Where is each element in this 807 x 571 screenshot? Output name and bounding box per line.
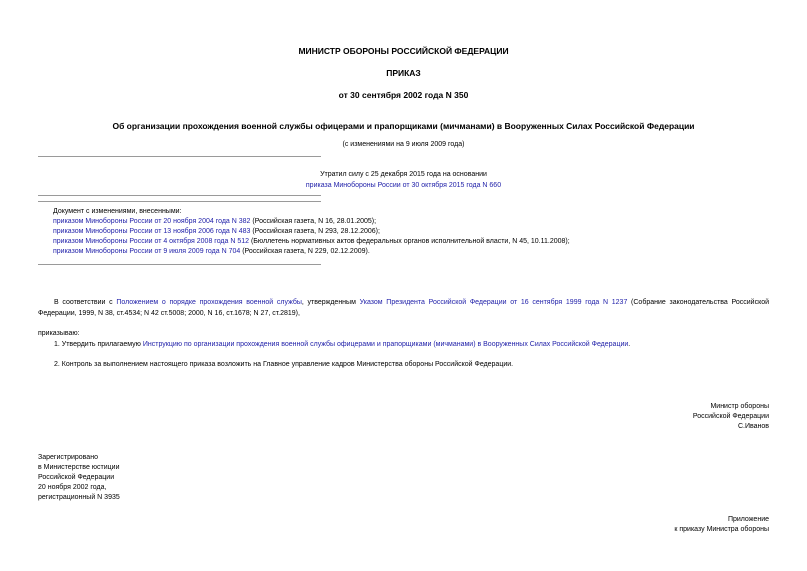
- ministry-heading: МИНИСТР ОБОРОНЫ РОССИЙСКОЙ ФЕДЕРАЦИИ: [298, 46, 509, 56]
- order-word: приказываю:: [38, 330, 80, 337]
- presidential-decree-link[interactable]: Указом Президента Российской Федерации от 16 сентября 1999 года N 1237: [359, 299, 628, 306]
- list-item: приказом Минобороны России от 20 ноября 2004 года N 382 (Российская газета, N 16, 28.01.2005);: [53, 218, 377, 225]
- item-1: 1. Утвердить прилагаемую Инструкцию по организации прохождения военной службы офицерами и прапорщиками (мичманами) в Вооруженных Силах Российской Федерации.: [54, 341, 631, 348]
- invalid-notice-link-wrap: [0, 181, 807, 191]
- doc-type: ПРИКАЗ: [386, 68, 421, 78]
- invalidating-order-link[interactable]: приказа Минобороны России от 30 октября 2015 года N 660: [305, 182, 502, 189]
- divider: [38, 264, 321, 265]
- changes-block: [53, 207, 793, 257]
- regulation-link[interactable]: Положением о порядке прохождения военной службы: [116, 299, 302, 306]
- item-2: 2. Контроль за выполнением настоящего приказа возложить на Главное управление кадров Министерства обороны Российской Федерации.: [54, 361, 514, 368]
- list-item: приказом Минобороны России от 13 ноября 2006 года N 483 (Российская газета, N 293, 28.12.2006);: [53, 228, 380, 235]
- amending-order-link[interactable]: приказом Минобороны России от 4 октября 2008 года N 512: [53, 238, 250, 245]
- list-item: приказом Минобороны России от 4 октября 2008 года N 512 (Бюллетень нормативных актов федеральных органов исполнительной власти, N 45, 10.11.2008);: [53, 238, 570, 245]
- preamble-paragraph: В соответствии с Положением о порядке прохождения военной службы, утвержденным Указом Президента Российской Федерации от 16 сентября 1999 года N 1237 (Собрание законодательства Российской Федерации, 1999, N 38, ст.4534; N 42 ст.5008; 2000, N 16, ст.1678; N 27, ст.2819),: [38, 299, 770, 317]
- divider: [38, 156, 321, 157]
- amending-order-link[interactable]: приказом Минобороны России от 20 ноября 2004 года N 382: [53, 218, 251, 225]
- invalid-notice: Утратил силу с 25 декабря 2015 года на основании: [320, 171, 487, 178]
- amending-order-link[interactable]: приказом Минобороны России от 9 июля 2009 года N 704: [53, 248, 241, 255]
- amendment-note: (с изменениями на 9 июля 2009 года): [342, 141, 465, 148]
- doc-date-number: от 30 сентября 2002 года N 350: [338, 90, 469, 100]
- divider: [38, 195, 321, 196]
- changes-heading: Документ с изменениями, внесенными:: [53, 208, 182, 215]
- appendix-block: Приложение к приказу Министра обороны: [674, 516, 769, 533]
- instruction-link[interactable]: Инструкцию по организации прохождения военной службы офицерами и прапорщиками (мичманами) в Вооруженных Силах Российской Федерации: [142, 341, 629, 348]
- doc-title: Об организации прохождения военной службы офицерами и прапорщиками (мичманами) в Вооруженных Силах Российской Федерации: [112, 121, 695, 131]
- signature-block: Министр обороны Российской Федерации С.Иванов: [692, 403, 769, 430]
- list-item: приказом Минобороны России от 9 июля 2009 года N 704 (Российская газета, N 229, 02.12.2009).: [53, 248, 370, 255]
- registration-block: Зарегистрировано в Министерстве юстиции Российской Федерации 20 ноября 2002 года, регистрационный N 3935: [38, 454, 120, 501]
- divider: [38, 201, 321, 202]
- amending-order-link[interactable]: приказом Минобороны России от 13 ноября 2006 года N 483: [53, 228, 251, 235]
